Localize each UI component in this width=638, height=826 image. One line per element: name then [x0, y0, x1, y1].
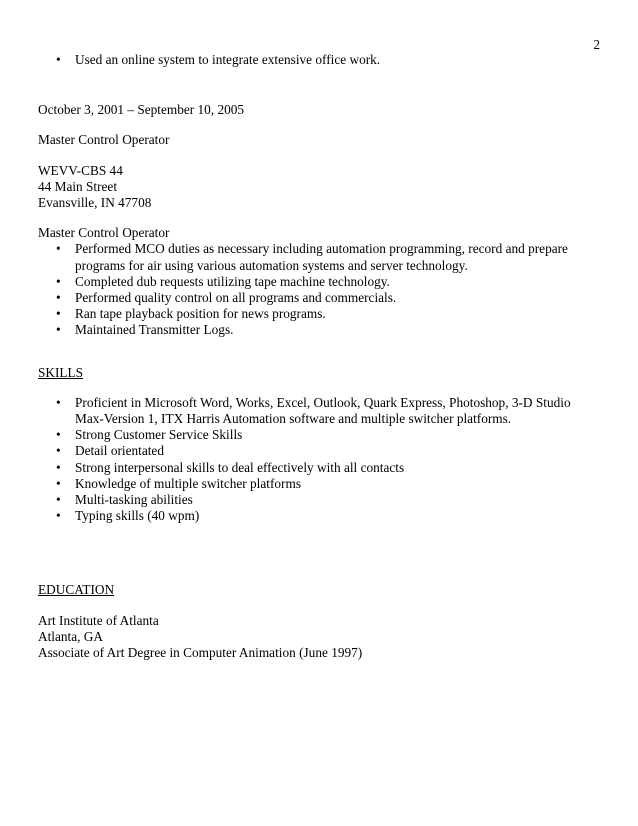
resume-page-content — [38, 52, 598, 661]
list-item: • Knowledge of multiple switcher platforms — [38, 476, 598, 492]
degree: Associate of Art Degree in Computer Animation (June 1997) — [38, 645, 363, 661]
job-title: Master Control Operator — [38, 132, 170, 148]
list-item: • Ran tape playback position for news programs. — [38, 306, 598, 322]
skills-list — [38, 395, 598, 525]
page-number: 2 — [593, 37, 600, 52]
list-item: • Completed dub requests utilizing tape machine technology. — [38, 274, 598, 290]
employer-address-city: Evansville, IN 47708 — [38, 195, 152, 211]
skills-heading: SKILLS — [38, 364, 84, 380]
list-item: • Strong interpersonal skills to deal effectively with all contacts — [38, 460, 598, 476]
job-dates: October 3, 2001 – September 10, 2005 — [38, 102, 245, 118]
job-role: Master Control Operator — [38, 225, 170, 241]
list-item: • Maintained Transmitter Logs. — [38, 322, 598, 338]
employer-address-street: 44 Main Street — [38, 178, 118, 194]
previous-job-bullets — [38, 52, 598, 68]
list-item: • Detail orientated — [38, 443, 598, 459]
list-item: • Proficient in Microsoft Word, Works, Excel, Outlook, Quark Express, Photoshop, 3-D Studio Max-Version 1, ITX Harris Automation software and multiple switcher platforms. — [38, 395, 598, 427]
employer-name: WEVV-CBS 44 — [38, 162, 123, 178]
list-item: • Typing skills (40 wpm) — [38, 508, 598, 524]
education-heading: EDUCATION — [38, 582, 115, 598]
school-location: Atlanta, GA — [38, 628, 103, 644]
list-item: • Performed quality control on all programs and commercials. — [38, 290, 598, 306]
list-item: • Performed MCO duties as necessary including automation programming, record and prepare programs for air using various automation systems and server technology. — [38, 241, 598, 273]
school-name: Art Institute of Atlanta — [38, 612, 159, 628]
list-item: • Multi-tasking abilities — [38, 492, 598, 508]
job-duties-list — [38, 241, 598, 338]
list-item: • Used an online system to integrate extensive office work. — [38, 52, 598, 68]
list-item: • Strong Customer Service Skills — [38, 427, 598, 443]
